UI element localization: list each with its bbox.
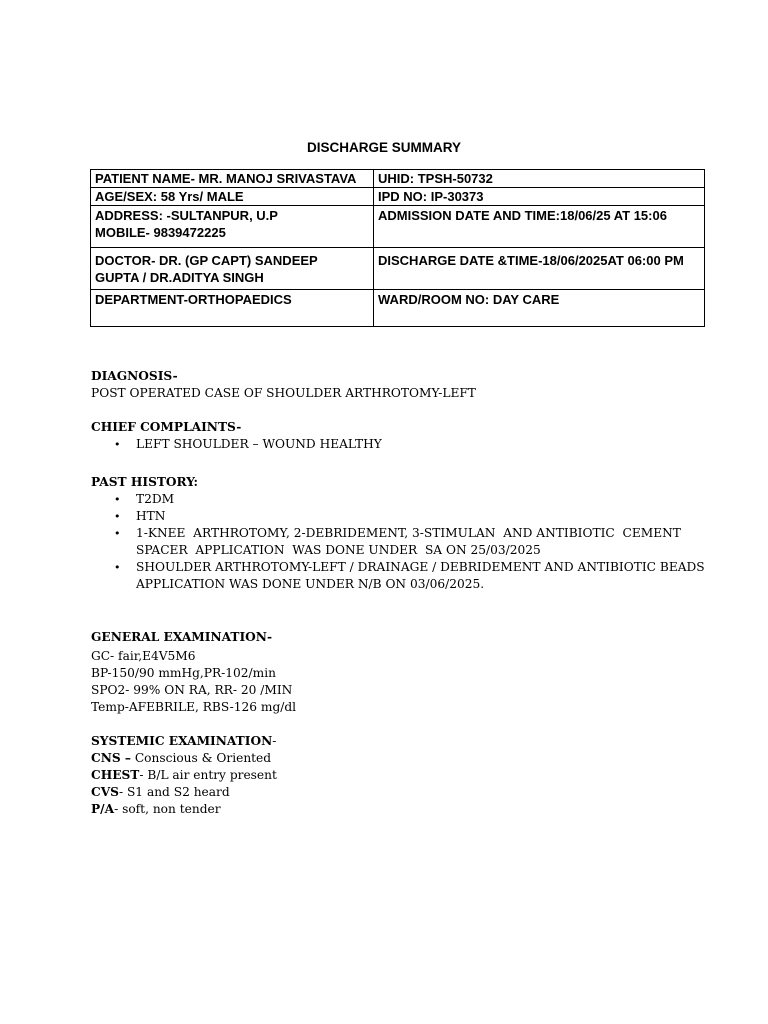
general-exam-line: Temp-AFEBRILE, RBS-126 mg/dl [91,700,297,714]
ward-cell: WARD/ROOM NO: DAY CARE [374,290,705,327]
table-row [91,170,705,188]
mobile-text: MOBILE- 9839472225 [95,225,226,240]
systemic-exam-line: CHEST- B/L air entry present [91,768,277,782]
bullet-icon: • [114,527,121,540]
doctor-cell [91,248,374,290]
table-row [91,206,705,248]
diagnosis-text: POST OPERATED CASE OF SHOULDER ARTHROTOMY-LEFT [91,386,476,400]
bullet-icon: • [114,438,121,451]
patient-name-cell: PATIENT NAME- MR. MANOJ SRIVASTAVA [91,170,374,188]
general-exam-line: SPO2- 99% ON RA, RR- 20 /MIN [91,683,293,697]
address-text: ADDRESS: -SULTANPUR, U.P [95,208,278,223]
age-sex-cell: AGE/SEX: 58 Yrs/ MALE [91,188,374,206]
table-row [91,290,705,327]
department-cell: DEPARTMENT-ORTHOPAEDICS [91,290,374,327]
list-item: • T2DM [114,492,175,506]
systemic-exam-line: P/A- soft, non tender [91,802,221,816]
doctor-line-1: DOCTOR- DR. (GP CAPT) SANDEEP [95,253,318,268]
systemic-exam-line: CNS – Conscious & Oriented [91,751,272,765]
general-examination-heading: GENERAL EXAMINATION- [91,630,272,644]
patient-info-table [90,169,705,327]
admission-cell: ADMISSION DATE AND TIME:18/06/25 AT 15:06 [374,206,705,248]
uhid-cell: UHID: TPSH-50732 [374,170,705,188]
discharge-cell: DISCHARGE DATE &TIME-18/06/2025AT 06:00 PM [374,248,705,290]
discharge-body [91,368,711,818]
systemic-exam-line: CVS- S1 and S2 heard [91,785,230,799]
general-exam-line: BP-150/90 mmHg,PR-102/min [91,666,276,680]
document-title: DISCHARGE SUMMARY [306,140,461,155]
list-item: • HTN [114,509,166,523]
table-row [91,248,705,290]
ipd-no-cell: IPD NO: IP-30373 [374,188,705,206]
list-item: • SHOULDER ARTHROTOMY-LEFT / DRAINAGE / DEBRIDEMENT AND ANTIBIOTIC BEADS APPLICATION WAS DONE UNDER N/B ON 03/06/2025. [114,560,705,591]
table-row [91,188,705,206]
chief-complaints-list [91,436,711,453]
address-mobile-cell [91,206,374,248]
chief-complaints-heading: CHIEF COMPLAINTS- [91,420,242,434]
bullet-icon: • [114,493,121,506]
past-history-list [91,491,711,593]
list-item: • 1-KNEE ARTHROTOMY, 2-DEBRIDEMENT, 3-STIMULAN AND ANTIBIOTIC CEMENT SPACER APPLICATION WAS DONE UNDER SA ON 25/03/2025 [114,526,685,557]
bullet-icon: • [114,510,121,523]
doctor-line-2: GUPTA / DR.ADITYA SINGH [95,270,264,285]
list-item: • LEFT SHOULDER – WOUND HEALTHY [114,437,382,451]
systemic-examination-heading: SYSTEMIC EXAMINATION- [91,734,277,748]
past-history-heading: PAST HISTORY: [91,475,198,489]
general-exam-line: GC- fair,E4V5M6 [91,649,196,663]
bullet-icon: • [114,561,121,574]
diagnosis-heading: DIAGNOSIS- [91,369,178,383]
